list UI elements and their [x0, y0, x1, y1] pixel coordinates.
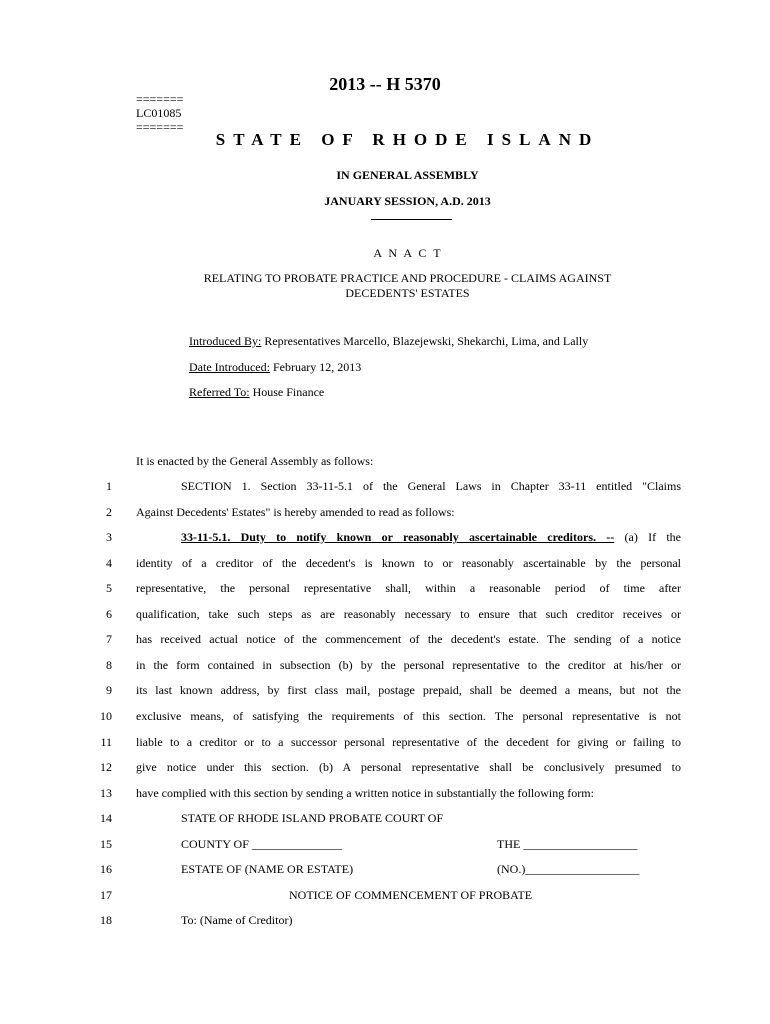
body-line: have complied with this section by sending a written notice in substantially the following form:	[136, 786, 594, 800]
form-estate-line: ESTATE OF (NAME OR ESTATE)	[181, 862, 354, 876]
assembly-heading: IN GENERAL ASSEMBLY	[336, 168, 479, 182]
body-line: has received actual notice of the commencement of the decedent's estate. The sending of a notice	[136, 632, 681, 646]
form-creditor-line: To: (Name of Creditor)	[181, 913, 293, 927]
bill-number: 2013 -- H 5370	[329, 74, 441, 94]
body-line: exclusive means, of satisfying the requirements of this section. The personal representative is not	[136, 709, 681, 723]
line-number: 2	[106, 505, 112, 519]
lc-separator-top: =======	[136, 92, 184, 106]
lc-number: LC01085	[136, 106, 182, 120]
act-title-line-1: RELATING TO PROBATE PRACTICE AND PROCEDURE - CLAIMS AGAINST	[203, 271, 612, 285]
body-line: Against Decedents' Estates" is hereby amended to read as follows:	[136, 505, 455, 519]
line-number: 5	[106, 581, 112, 595]
line-number: 17	[100, 888, 112, 902]
introduced-by-label: Introduced By:	[189, 334, 262, 348]
form-number-line: (NO.)___________________	[497, 862, 640, 876]
date-introduced	[189, 360, 361, 375]
line-number: 10	[100, 709, 112, 723]
line-number: 3	[106, 530, 112, 544]
line-number: 1	[106, 479, 112, 493]
line-number: 13	[100, 786, 112, 800]
body-line-tail: (a) If the	[614, 530, 681, 544]
line-number: 9	[106, 683, 112, 697]
state-heading: STATE OF RHODE ISLAND	[215, 130, 600, 149]
form-notice-title: NOTICE OF COMMENCEMENT OF PROBATE	[289, 888, 533, 902]
body-line: give notice under this section. (b) A personal representative shall be conclusively presumed to	[136, 760, 681, 774]
referred-to-value: House Finance	[252, 385, 325, 399]
line-number: 15	[100, 837, 112, 851]
form-court-line: STATE OF RHODE ISLAND PROBATE COURT OF	[181, 811, 444, 825]
line-number: 18	[100, 913, 112, 927]
section-heading-line	[181, 530, 681, 545]
body-line: representative, the personal representative shall, within a reasonable period of time after	[136, 581, 681, 595]
body-line: in the form contained in subsection (b) by the personal representative to the creditor at his/her or	[136, 658, 681, 672]
body-line: identity of a creditor of the decedent's is known to or reasonably ascertainable by the personal	[136, 556, 681, 570]
line-number: 16	[100, 862, 112, 876]
line-number: 11	[100, 735, 112, 749]
line-number: 6	[106, 607, 112, 621]
date-introduced-value: February 12, 2013	[272, 360, 362, 374]
line-number: 8	[106, 658, 112, 672]
lc-separator-bottom: =======	[136, 120, 184, 134]
act-label: A N A C T	[373, 246, 442, 260]
introduced-by-value: Representatives Marcello, Blazejewski, Shekarchi, Lima, and Lally	[264, 334, 589, 348]
section-heading: 33-11-5.1. Duty to notify known or reasonably ascertainable creditors. --	[181, 530, 615, 544]
act-title-line-2: DECEDENTS' ESTATES	[345, 286, 470, 300]
form-county-line: COUNTY OF _______________	[181, 837, 342, 851]
form-the-line: THE ___________________	[497, 837, 638, 851]
body-line: qualification, take such steps as are reasonably necessary to ensure that such creditor receives or	[136, 607, 681, 621]
line-number: 12	[100, 760, 112, 774]
enacting-clause: It is enacted by the General Assembly as follows:	[136, 454, 374, 468]
referred-to-label: Referred To:	[189, 385, 250, 399]
line-number: 7	[106, 632, 112, 646]
date-introduced-label: Date Introduced:	[189, 360, 270, 374]
referred-to	[189, 385, 324, 400]
body-line: liable to a creditor or to a successor personal representative of the decedent for giving or failing to	[136, 735, 681, 749]
body-line: SECTION 1. Section 33-11-5.1 of the General Laws in Chapter 33-11 entitled "Claims	[181, 479, 681, 493]
session-heading: JANUARY SESSION, A.D. 2013	[324, 194, 491, 208]
line-number: 14	[100, 811, 112, 825]
body-line: its last known address, by first class mail, postage prepaid, shall be deemed a means, but not the	[136, 683, 681, 697]
line-number: 4	[106, 556, 112, 570]
introduced-by	[189, 334, 588, 349]
title-divider	[371, 219, 452, 220]
